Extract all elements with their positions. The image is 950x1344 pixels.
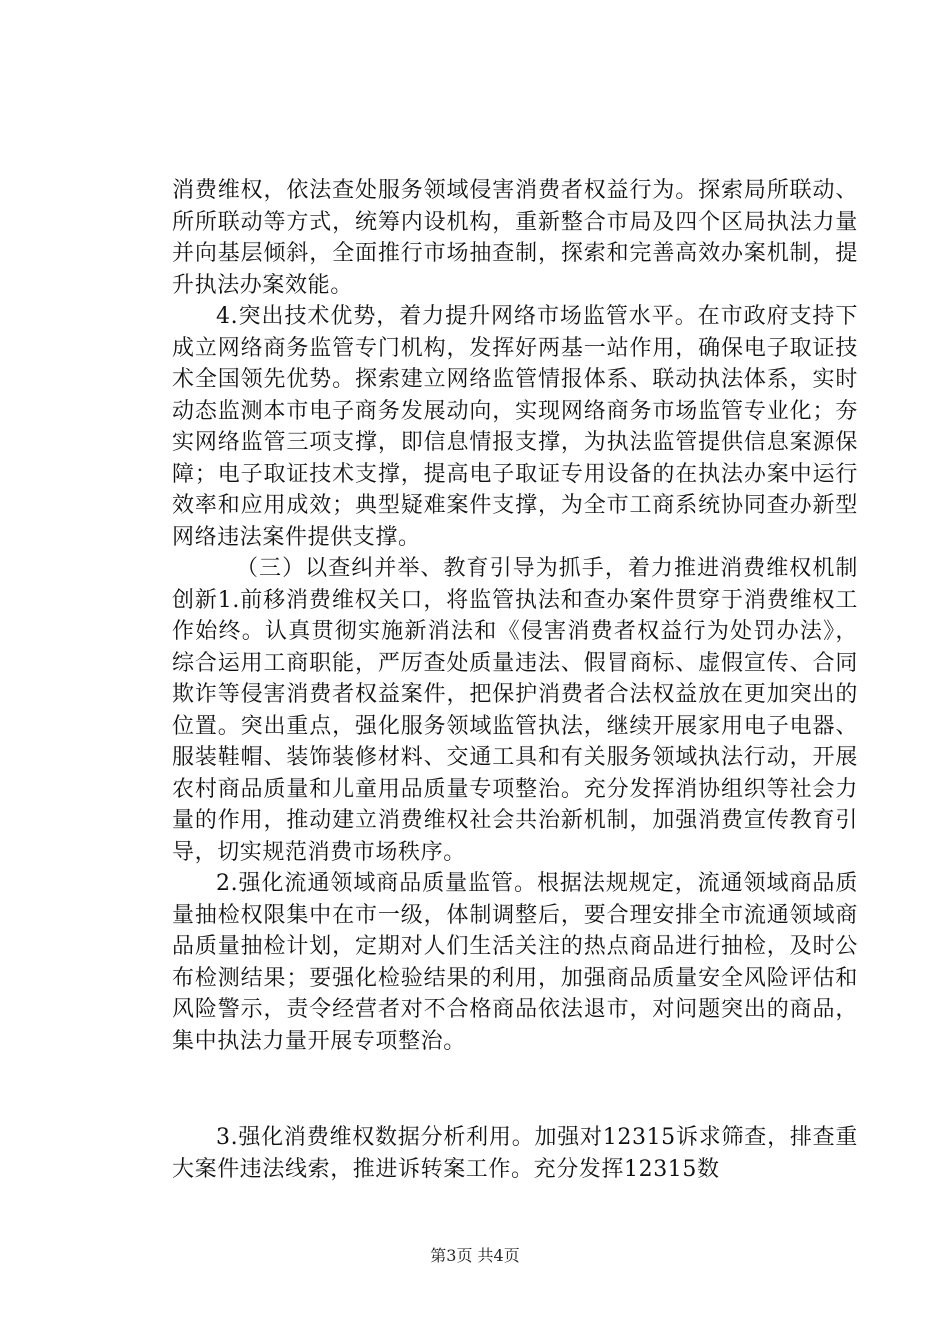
body-text — [172, 175, 858, 1057]
paragraph-network-supervision: 4.突出技术优势，着力提升网络市场监管水平。在市政府支持下成立网络商务监管专门机构，发挥好两基一站作用，确保电子取证技术全国领先优势。探索建立网络监管情报体系、联动执法体系，实时动态监测本市电子商务发展动向，实现网络商务市场监管专业化；夯实网络监管三项支撑，即信息情报支撑，为执法监管提供信息案源保障；电子取证技术支撑，提高电子取证专用设备的在执法办案中运行效率和应用成效；典型疑难案件支撑，为全市工商系统协同查办新型网络违法案件提供支撑。 — [172, 304, 858, 550]
paragraph-continuation: 消费维权，依法查处服务领域侵害消费者权益行为。探索局所联动、所所联动等方式，统筹内设机构，重新整合市局及四个区局执法力量并向基层倾斜，全面推行市场抽查制，探索和完善高效办案机制，提升执法办案效能。 — [172, 178, 858, 298]
paragraph-consumer-rights-section: （三）以查纠并举、教育引导为抓手，着力推进消费维权机制创新1.前移消费维权关口，将监管执法和查办案件贯穿于消费维权工作始终。认真贯彻实施新消法和《侵害消费者权益行为处罚办法》，综合运用工商职能，严厉查处质量违法、假冒商标、虚假宣传、合同欺诈等侵害消费者权益案件，把保护消费者合法权益放在更加突出的位置。突出重点，强化服务领域监管执法，继续开展家用电子电器、服装鞋帽、装饰装修材料、交通工具和有关服务领域执法行动，开展农村商品质量和儿童用品质量专项整治。充分发挥消协组织等社会力量的作用，推动建立消费维权社会共治新机制，加强消费宣传教育引导，切实规范消费市场秩序。 — [172, 556, 858, 865]
body-text-continued — [172, 1122, 858, 1185]
paragraph-product-quality: 2.强化流通领域商品质量监管。根据法规规定，流通领域商品质量抽检权限集中在市一级，体制调整后，要合理安排全市流通领域商品质量抽检计划，定期对人们生活关注的热点商品进行抽检，及时公布检测结果；要强化检验结果的利用，加强商品质量安全风险评估和风险警示，责令经营者对不合格商品依法退市，对问题突出的商品，集中执法力量开展专项整治。 — [172, 871, 858, 1054]
paragraph-data-analysis: 3.强化消费维权数据分析利用。加强对12315诉求筛查，排查重大案件违法线索，推进诉转案工作。充分发挥12315数 — [172, 1125, 858, 1182]
page-number-footer: 第3页 共4页 — [430, 1246, 520, 1265]
